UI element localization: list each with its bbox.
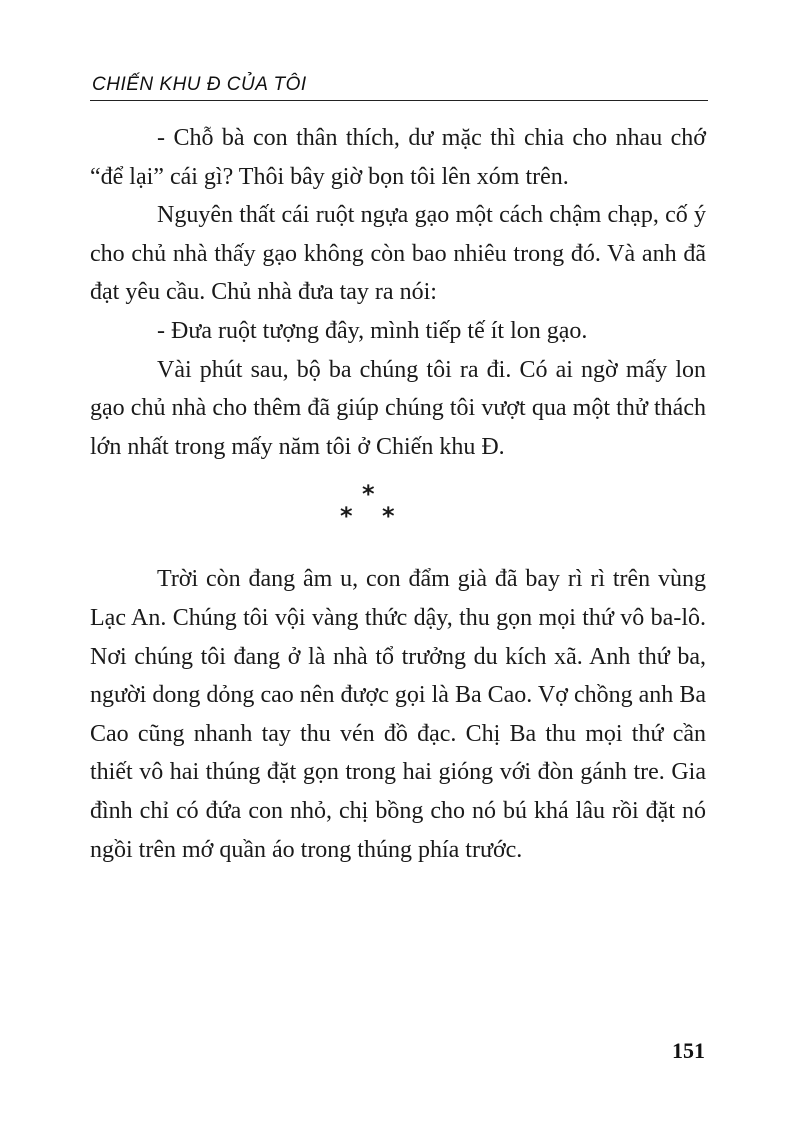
page-body	[90, 119, 706, 869]
paragraph-2: Nguyên thất cái ruột ngựa gạo một cách chậm chạp, cố ý cho chủ nhà thấy gạo không còn bao nhiêu trong đó. Và anh đã đạt yêu cầu. Chủ nhà đưa tay ra nói:	[90, 202, 706, 306]
section-divider	[90, 472, 706, 550]
header-title: CHIẾN KHU Đ CỦA TÔI	[92, 74, 307, 95]
divider-asterisk: *	[340, 502, 353, 531]
paragraph-4: Vài phút sau, bộ ba chúng tôi ra đi. Có ai ngờ mấy lon gạo chủ nhà cho thêm đã giúp chúng tôi vượt qua một thử thách lớn nhất trong mấy năm tôi ở Chiến khu Đ.	[90, 356, 706, 460]
paragraph-5: Trời còn đang âm u, con đẩm già đã bay rì rì trên vùng Lạc An. Chúng tôi vội vàng thức dậy, thu gọn mọi thứ vô ba-lô. Nơi chúng tôi đang ở là nhà tổ trưởng du kích xã. Anh thứ ba, người dong dỏng cao nên được gọi là Ba Cao. Vợ chồng anh Ba Cao cũng nhanh tay thu vén đồ đạc. Chị Ba thu mọi thứ cần thiết vô hai thúng đặt gọn trong hai gióng với đòn gánh tre. Gia đình chỉ có đứa con nhỏ, chị bồng cho nó bú khá lâu rồi đặt nó ngồi trên mớ quần áo trong thúng phía trước.	[90, 566, 706, 863]
divider-asterisk: *	[382, 502, 395, 531]
page-number: 151	[672, 1038, 705, 1063]
paragraph-1: - Chỗ bà con thân thích, dư mặc thì chia cho nhau chớ “để lại” cái gì? Thôi bây giờ bọn tôi lên xóm trên.	[90, 125, 706, 190]
running-header	[90, 70, 708, 101]
paragraph-3: - Đưa ruột tượng đây, mình tiếp tế ít lon gạo.	[157, 317, 588, 344]
divider-asterisk: *	[362, 480, 375, 509]
